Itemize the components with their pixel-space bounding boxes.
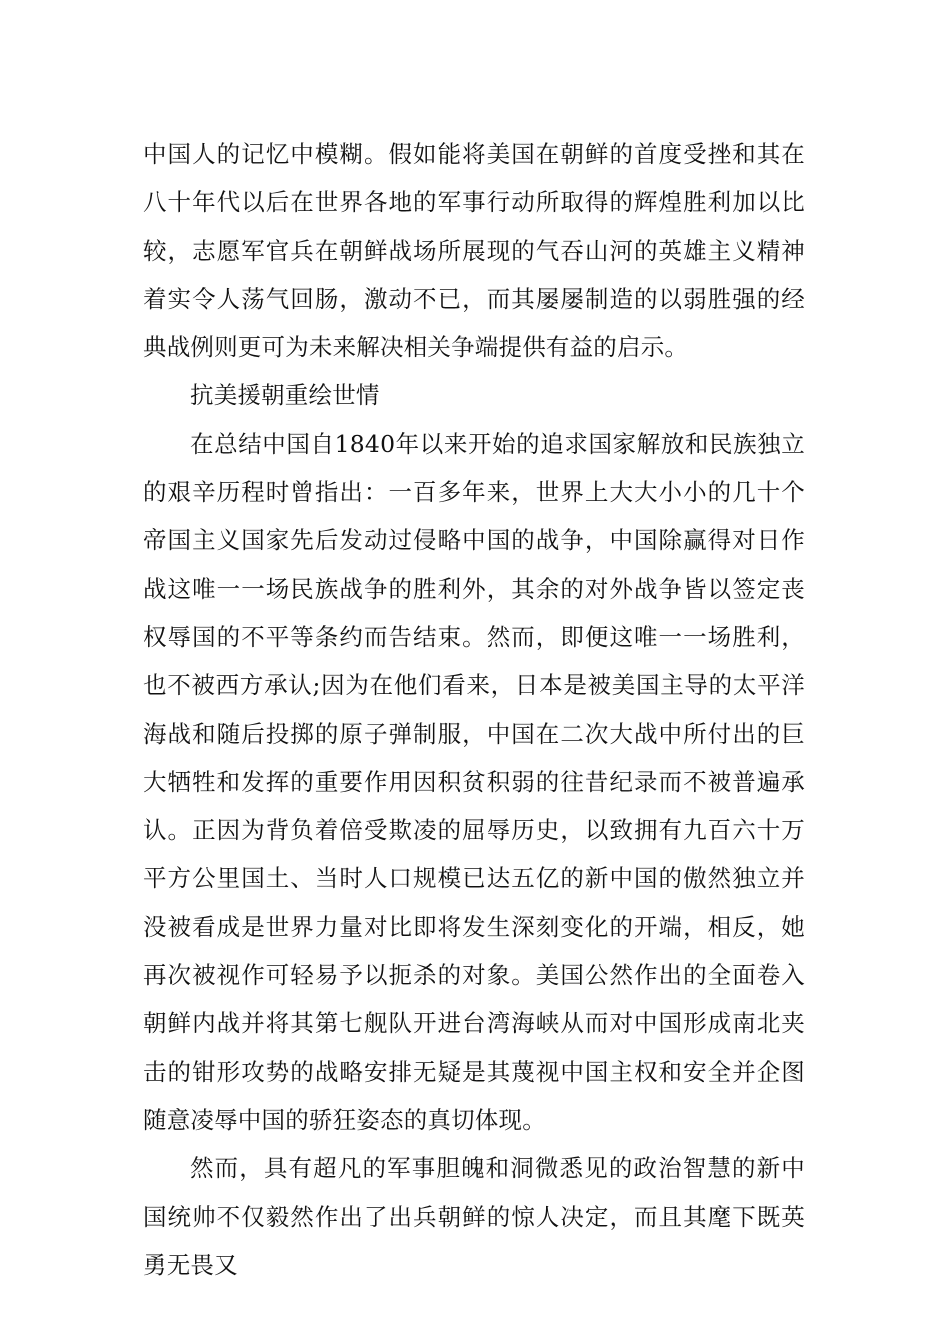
paragraph-continued: 中国人的记忆中模糊。假如能将美国在朝鲜的首度受挫和其在八十年代以后在世界各地的军事行动所取得的辉煌胜利加以比较，志愿军官兵在朝鲜战场所展现的气吞山河的英雄主义精神着实令人荡气回肠，激动不已，而其屡屡制造的以弱胜强的经典战例则更可为未来解决相关争端提供有益的启示。 — [143, 140, 805, 362]
paragraph: 在总结中国自1840年以来开始的追求国家解放和民族独立的艰辛历程时曾指出：一百多年来，世界上大大小小的几十个帝国主义国家先后发动过侵略中国的战争，中国除赢得对日作战这唯一一场民族战争的胜利外，其余的对外战争皆以签定丧权辱国的不平等条约而告结束。然而，即便这唯一一场胜利，也不被西方承认;因为在他们看来，日本是被美国主导的太平洋海战和随后投掷的原子弹制服，中国在二次大战中所付出的巨大牺牲和发挥的重要作用因积贫积弱的往昔纪录而不被普遍承认。正因为背负着倍受欺凌的屈辱历史，以致拥有九百六十万平方公里国土、当时人口规模已达五亿的新中国的傲然独立并没被看成是世界力量对比即将发生深刻变化的开端，相反，她再次被视作可轻易予以扼杀的对象。美国公然作出的全面卷入朝鲜内战并将其第七舰队开进台湾海峡从而对中国形成南北夹击的钳形攻势的战略安排无疑是其蔑视中国主权和安全并企图随意凌辱中国的骄狂姿态的真切体现。 — [143, 429, 805, 1134]
section-heading: 抗美援朝重绘世情 — [190, 381, 380, 410]
document-body — [143, 130, 805, 1289]
paragraph: 然而，具有超凡的军事胆魄和洞微悉见的政治智慧的新中国统帅不仅毅然作出了出兵朝鲜的惊人决定，而且其麾下既英勇无畏又 — [143, 1154, 805, 1279]
